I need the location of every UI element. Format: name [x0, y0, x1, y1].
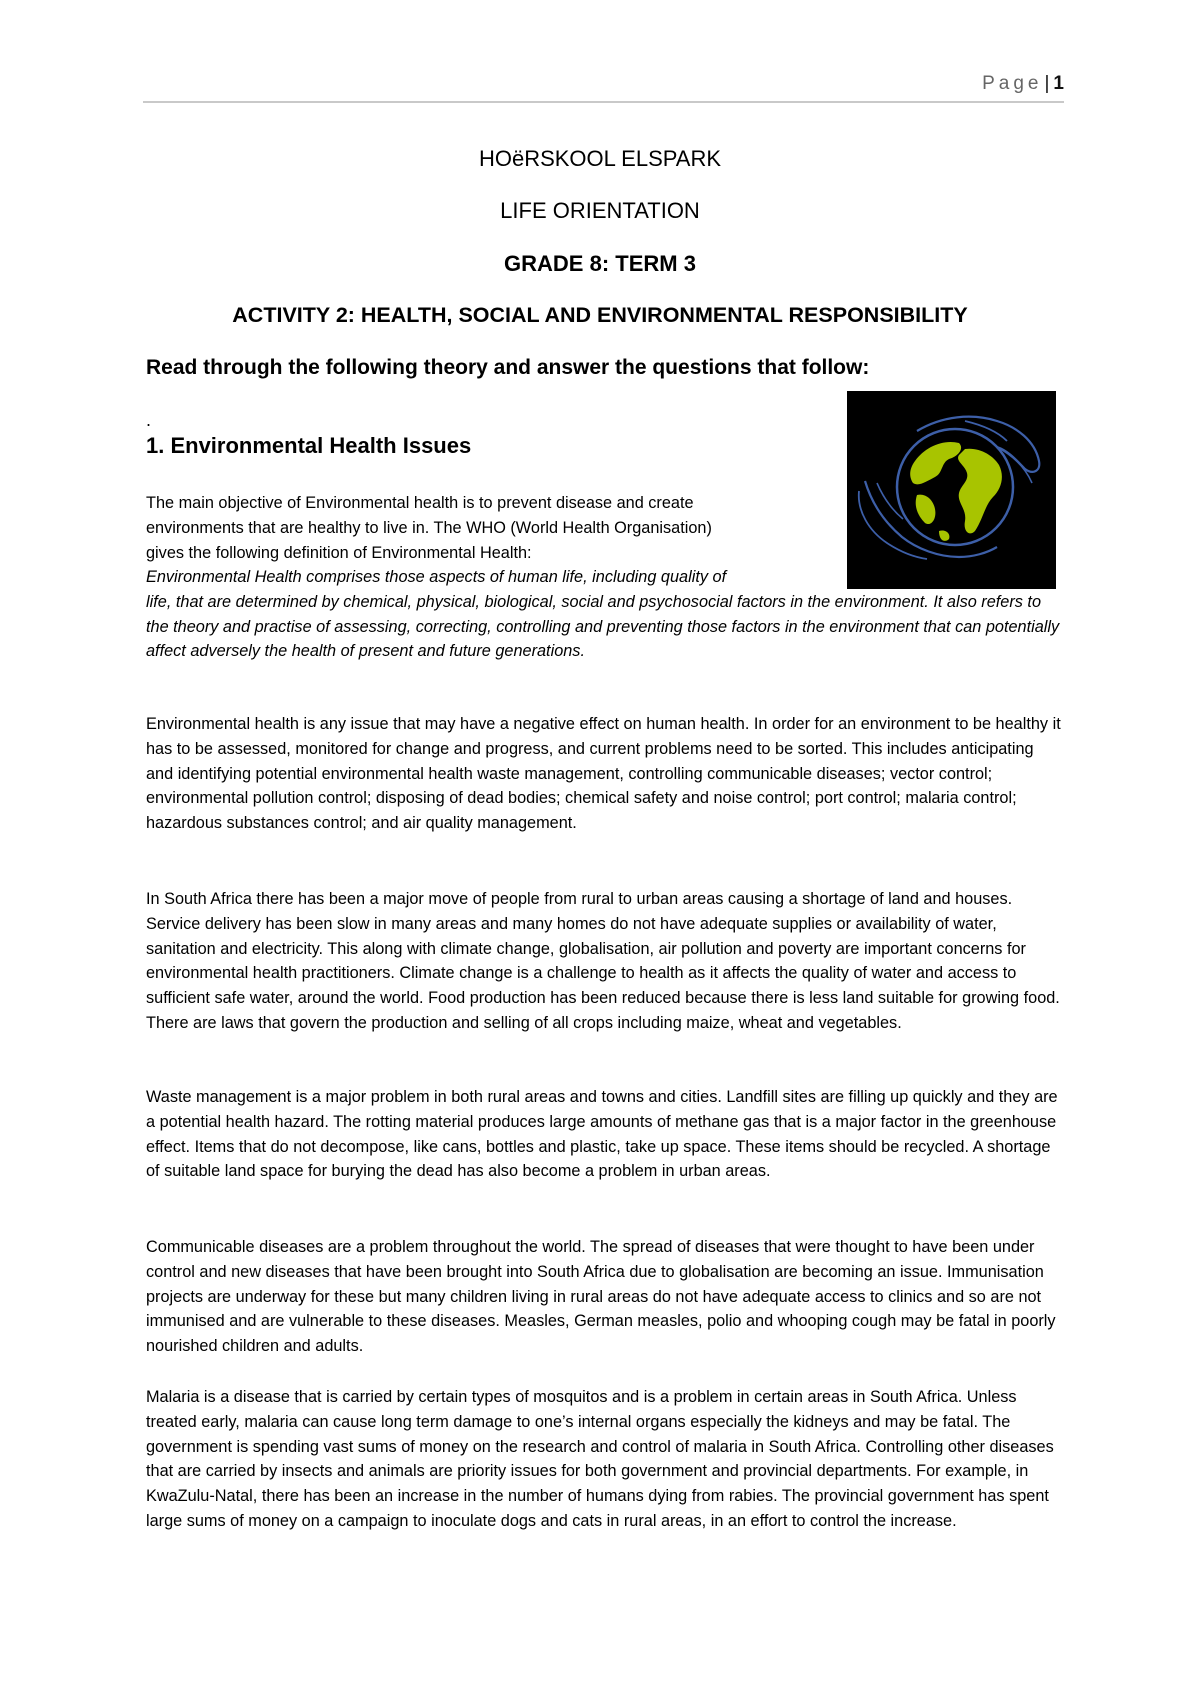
header-divider	[143, 101, 1064, 103]
instruction-text: Read through the following theory and answer the questions that follow:	[146, 356, 870, 379]
intro-line: gives the following definition of Environmental Health:	[146, 543, 532, 562]
definition-rest: life, that are determined by chemical, physical, biological, social and psychosocial factors in the environment. It also refers to the theory and practise of assessing, correcting, controlling and preventing those factors in the environment that can potentially affect adversely the health of present and future generations.	[146, 592, 1060, 661]
subject-title: LIFE ORIENTATION	[500, 198, 700, 223]
page-separator: |	[1044, 73, 1050, 94]
page-number-label	[982, 73, 1064, 95]
body-paragraph-malaria: Malaria is a disease that is carried by certain types of mosquitos and is a problem in certain areas in South Africa. Unless treated early, malaria can cause long term damage to one’s internal organs especially the kidneys and may be fatal. The government is spending vast sums of money on the research and control of malaria in South Africa. Controlling other diseases that are carried by insects and animals are priority issues for both government and provincial departments. For example, in KwaZulu-Natal, there has been an increase in the number of humans dying from rabies. The provincial government has spent large sums of money on a campaign to inoculate dogs and cats in rural areas, in an effort to control the increase.	[146, 1388, 1054, 1530]
definition-paragraph	[146, 565, 1064, 664]
body-paragraph-environmental-health: Environmental health is any issue that may have a negative effect on human health. In order for an environment to be healthy it has to be assessed, monitored for change and progress, and current problems need to be sorted. This includes anticipating and identifying potential environmental health waste management, controlling communicable diseases; vector control; environmental pollution control; disposing of dead bodies; chemical safety and noise control; port control; malaria control; hazardous substances control; and air quality management.	[146, 715, 1061, 833]
intro-paragraph	[146, 491, 806, 565]
body-paragraph-communicable-diseases: Communicable diseases are a problem throughout the world. The spread of diseases that were thought to have been under control and new diseases that have been brought into South Africa due to globalisation are becoming an issue. Immunisation projects are underway for these but many children living in rural areas do not have adequate access to clinics and so are not immunised and are vulnerable to these diseases. Measles, German measles, polio and whooping cough may be fatal in poorly nourished children and adults.	[146, 1238, 1056, 1356]
intro-line: environments that are healthy to live in. The WHO (World Health Organisation)	[146, 518, 712, 537]
stray-dot: .	[146, 410, 152, 430]
page-word: Page	[982, 73, 1043, 94]
activity-title: ACTIVITY 2: HEALTH, SOCIAL AND ENVIRONMENTAL RESPONSIBILITY	[232, 303, 968, 327]
page-number: 1	[1053, 73, 1064, 94]
grade-term-title: GRADE 8: TERM 3	[504, 251, 696, 276]
definition-first-line: Environmental Health comprises those aspects of human life, including quality of	[146, 568, 727, 586]
body-paragraph-waste-management: Waste management is a major problem in both rural areas and towns and cities. Landfill sites are filling up quickly and they are a potential health hazard. The rotting material produces large amounts of methane gas that is a major factor in the greenhouse effect. Items that do not decompose, like cans, bottles and plastic, take up space. These items should be recycled. A shortage of suitable land space for burying the dead has also become a problem in urban areas.	[146, 1088, 1058, 1181]
body-paragraph-south-africa: In South Africa there has been a major move of people from rural to urban areas causing a shortage of land and houses. Service delivery has been slow in many areas and many homes do not have adequate supplies or availability of water, sanitation and electricity. This along with climate change, globalisation, air pollution and poverty are important concerns for environmental health practitioners. Climate change is a challenge to health as it affects the quality of water and access to sufficient safe water, around the world. Food production has been reduced because there is less land suitable for growing food. There are laws that govern the production and selling of all crops including maize, wheat and vegetables.	[146, 890, 1060, 1032]
intro-line: The main objective of Environmental health is to prevent disease and create	[146, 494, 694, 512]
globe-in-hands-icon	[847, 391, 1056, 589]
globe-in-hands-image	[847, 391, 1056, 589]
section-heading: 1. Environmental Health Issues	[146, 433, 472, 458]
page-header	[143, 73, 1064, 101]
school-name: HOëRSKOOL ELSPARK	[478, 146, 722, 171]
